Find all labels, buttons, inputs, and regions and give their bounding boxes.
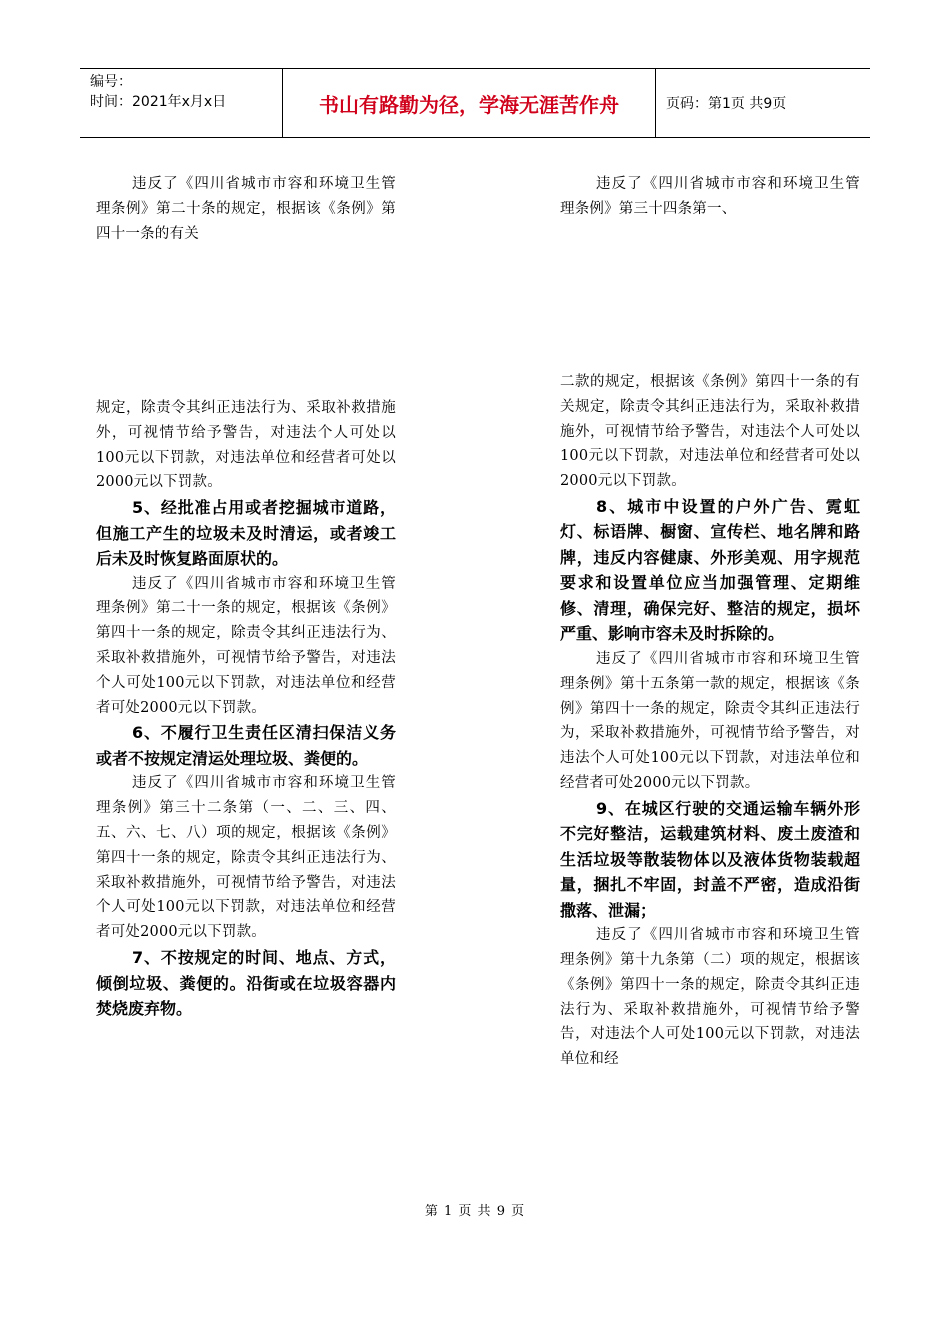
right-column-main: [560, 370, 860, 1072]
page-header: [80, 68, 870, 138]
header-meta: [80, 69, 282, 137]
item-9-heading: 9、在城区行驶的交通运输车辆外形不完好整洁，运载建筑材料、废土废渣和生活垃圾等散装物体以及液体货物装载超量，捆扎不牢固，封盖不严密，造成沿街撒落、泄漏；: [560, 798, 860, 920]
paragraph: 规定，除责令其纠正违法行为、采取补救措施外，可视情节给予警告，对违法个人可处以100元以下罚款，对违法单位和经营者可处以2000元以下罚款。: [96, 400, 396, 491]
page-footer: 第 1 页 共 9 页: [424, 1204, 526, 1219]
left-column-top: [96, 172, 396, 246]
document-number-label: 编号：: [90, 74, 132, 90]
item-6-heading: 6、不履行卫生责任区清扫保洁义务或者不按规定清运处理垃圾、粪便的。: [96, 723, 396, 768]
document-date: 时间：2021年x月x日: [90, 94, 227, 110]
item-9-body: 违反了《四川省城市市容和环境卫生管理条例》第十九条第（二）项的规定，根据该《条例》第四十一条的规定，除责令其纠正违法行为、采取补救措施外，可视情节给予警告，对违法个人可处100元以下罚款，对违法单位和经: [560, 927, 860, 1068]
paragraph: 违反了《四川省城市市容和环境卫生管理条例》第二十条的规定，根据该《条例》第四十一条的有关: [96, 176, 396, 242]
paragraph: 违反了《四川省城市市容和环境卫生管理条例》第三十四条第一、: [560, 176, 860, 217]
paragraph: 二款的规定，根据该《条例》第四十一条的有关规定，除责令其纠正违法行为，采取补救措施外，可视情节给予警告，对违法个人可处以100元以下罚款，对违法单位和经营者可处以2000元以下罚款。: [560, 374, 860, 490]
item-8-heading: 8、城市中设置的户外广告、霓虹灯、标语牌、橱窗、宣传栏、地名牌和路牌，违反内容健康、外形美观、用字规范要求和设置单位应当加强管理、定期维修、清理，确保完好、整洁的规定，损坏严重、影响市容未及时拆除的。: [560, 496, 860, 644]
left-column-main: [96, 396, 396, 1022]
item-5-heading: 5、经批准占用或者挖掘城市道路，但施工产生的垃圾未及时清运，或者竣工后未及时恢复路面原状的。: [96, 498, 396, 569]
item-7-heading: 7、不按规定的时间、地点、方式，倾倒垃圾、粪便的。沿街或在垃圾容器内焚烧废弃物。: [96, 948, 396, 1019]
header-motto: 书山有路勤为径，学海无涯苦作舟: [282, 69, 656, 137]
header-page-indicator: 页码：第1页 共9页: [666, 96, 787, 112]
item-5-body: 违反了《四川省城市市容和环境卫生管理条例》第二十一条的规定，根据该《条例》第四十一条的规定，除责令其纠正违法行为、采取补救措施外，可视情节给予警告，对违法个人可处100元以下罚款，对违法单位和经营者可处2000元以下罚款。: [96, 575, 396, 716]
right-column-top: [560, 172, 860, 222]
item-8-body: 违反了《四川省城市市容和环境卫生管理条例》第十五条第一款的规定，根据该《条例》第四十一条的规定，除责令其纠正违法行为，采取补救措施外，可视情节给予警告，对违法个人可处100元以下罚款，对违法单位和经营者可处2000元以下罚款。: [560, 650, 860, 791]
item-6-body: 违反了《四川省城市市容和环境卫生管理条例》第三十二条第（一、二、三、四、五、六、七、八）项的规定，根据该《条例》第四十一条的规定，除责令其纠正违法行为、采取补救措施外，可视情节给予警告，对违法个人可处100元以下罚款，对违法单位和经营者可处2000元以下罚款。: [96, 775, 396, 941]
